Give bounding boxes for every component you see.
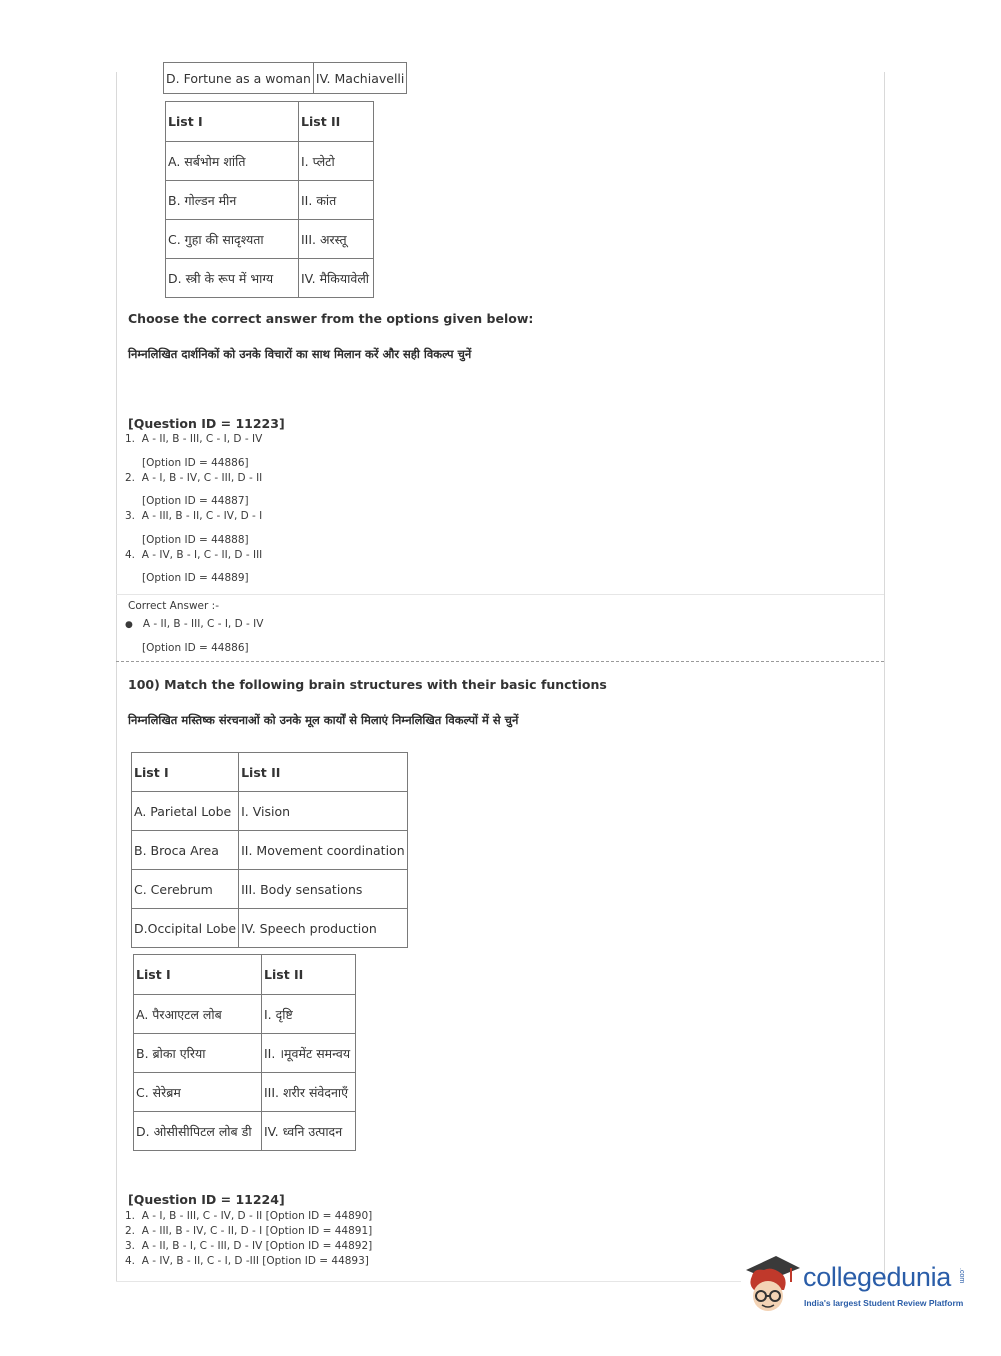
option-item[interactable] bbox=[125, 1225, 372, 1237]
option-item[interactable] bbox=[125, 433, 262, 445]
option-id: [Option ID = 44888] bbox=[142, 534, 249, 546]
q100-question-id: [Question ID = 11224] bbox=[128, 1192, 285, 1207]
question-separator bbox=[116, 661, 884, 662]
table-cell: A. Parietal Lobe bbox=[132, 792, 239, 831]
hindi-match-table-1 bbox=[165, 101, 374, 298]
table-cell: II. कांत bbox=[299, 181, 374, 220]
logo-domain-suffix: .com bbox=[958, 1268, 965, 1284]
collegedunia-logo[interactable] bbox=[742, 1248, 972, 1320]
correct-answer-item bbox=[125, 618, 263, 630]
table-cell: B. Broca Area bbox=[132, 831, 239, 870]
option-text: A - II, B - I, C - III, D - IV [Option ID = 44892] bbox=[141, 1240, 373, 1252]
table-cell: D.Occipital Lobe bbox=[132, 909, 239, 948]
page-border-right bbox=[884, 72, 885, 1282]
table-header: List II bbox=[239, 753, 408, 792]
table-cell: IV. Speech production bbox=[239, 909, 408, 948]
table-cell: II. Movement coordination bbox=[239, 831, 408, 870]
bullet-icon: ● bbox=[125, 620, 133, 630]
logo-wordmark: collegedunia bbox=[803, 1262, 952, 1292]
table-cell: I. दृष्टि bbox=[262, 995, 356, 1034]
q99-instruction: Choose the correct answer from the options given below: bbox=[128, 311, 534, 326]
option-id: [Option ID = 44887] bbox=[142, 495, 249, 507]
table-cell: III. Body sensations bbox=[239, 870, 408, 909]
option-id: [Option ID = 44889] bbox=[142, 572, 249, 584]
table-cell: I. प्लेटो bbox=[299, 142, 374, 181]
option-text: A - III, B - IV, C - II, D - I [Option ID = 44891] bbox=[141, 1225, 373, 1237]
table-cell: II. ।मूवमेंट समन्वय bbox=[262, 1034, 356, 1073]
table-cell: C. गुहा की सादृश्यता bbox=[166, 220, 299, 259]
correct-answer-label: Correct Answer :- bbox=[128, 600, 219, 612]
table-cell: C. सेरेब्रम bbox=[134, 1073, 262, 1112]
q99-question-id: [Question ID = 11223] bbox=[128, 416, 285, 431]
option-text: A - IV, B - II, C - I, D -III [Option ID = 44893] bbox=[141, 1255, 369, 1267]
option-text: A - IV, B - I, C - II, D - III bbox=[141, 549, 263, 561]
q100-hindi-instruction: निम्नलिखित मस्तिष्क संरचनाओं को उनके मूल कार्यों से मिलाएं निम्नलिखित विकल्पों में से चुनें bbox=[128, 713, 519, 727]
top-partial-table bbox=[163, 62, 407, 94]
table-cell: D. ओसीसीपिटल लोब डी bbox=[134, 1112, 262, 1151]
table-cell: D. स्त्री के रूप में भाग्य bbox=[166, 259, 299, 298]
divider bbox=[116, 594, 884, 595]
table-header: List I bbox=[134, 955, 262, 995]
option-item[interactable] bbox=[125, 1210, 372, 1222]
option-item[interactable] bbox=[125, 510, 262, 522]
page-bottom-line bbox=[116, 1281, 741, 1282]
option-number: 1. bbox=[125, 433, 136, 445]
table-cell: D. Fortune as a woman bbox=[164, 63, 314, 94]
option-text: A - II, B - III, C - I, D - IV bbox=[141, 433, 263, 445]
option-text: A - III, B - II, C - IV, D - I bbox=[141, 510, 263, 522]
correct-answer-text: A - II, B - III, C - I, D - IV bbox=[142, 618, 264, 630]
table-cell: IV. Machiavelli bbox=[313, 63, 406, 94]
table-cell: B. गोल्डन मीन bbox=[166, 181, 299, 220]
student-mascot-icon bbox=[742, 1248, 802, 1320]
option-number: 4. bbox=[125, 1255, 136, 1267]
option-text: A - I, B - III, C - IV, D - II [Option ID = 44890] bbox=[141, 1210, 373, 1222]
correct-option-id: [Option ID = 44886] bbox=[142, 642, 249, 654]
table-cell: IV. ध्वनि उत्पादन bbox=[262, 1112, 356, 1151]
table-header: List II bbox=[299, 102, 374, 142]
table-cell: III. शरीर संवेदनाएँ bbox=[262, 1073, 356, 1112]
table-cell: III. अरस्तू bbox=[299, 220, 374, 259]
table-cell: A. सर्बभोम शांति bbox=[166, 142, 299, 181]
table-cell: C. Cerebrum bbox=[132, 870, 239, 909]
option-item[interactable] bbox=[125, 549, 262, 561]
option-item[interactable] bbox=[125, 1255, 369, 1267]
table-header: List I bbox=[132, 753, 239, 792]
option-number: 3. bbox=[125, 1240, 136, 1252]
table-cell: A. पैरआएटल लोब bbox=[134, 995, 262, 1034]
option-text: A - I, B - IV, C - III, D - II bbox=[141, 472, 263, 484]
option-number: 3. bbox=[125, 510, 136, 522]
page-border-left bbox=[116, 72, 117, 1282]
english-match-table bbox=[131, 752, 408, 948]
option-number: 4. bbox=[125, 549, 136, 561]
option-number: 2. bbox=[125, 472, 136, 484]
table-cell: I. Vision bbox=[239, 792, 408, 831]
option-number: 2. bbox=[125, 1225, 136, 1237]
logo-tagline: India's largest Student Review Platform bbox=[804, 1298, 964, 1308]
option-item[interactable] bbox=[125, 1240, 372, 1252]
table-cell: IV. मैकियावेली bbox=[299, 259, 374, 298]
table-cell: B. ब्रोका एरिया bbox=[134, 1034, 262, 1073]
option-id: [Option ID = 44886] bbox=[142, 457, 249, 469]
option-number: 1. bbox=[125, 1210, 136, 1222]
option-item[interactable] bbox=[125, 472, 262, 484]
hindi-match-table-2 bbox=[133, 954, 356, 1151]
q99-hindi-instruction: निम्नलिखित दार्शनिकों को उनके विचारों का साथ मिलान करें और सही विकल्प चुनें bbox=[128, 347, 472, 361]
table-header: List II bbox=[262, 955, 356, 995]
q100-title: 100) Match the following brain structures with their basic functions bbox=[128, 677, 607, 692]
table-header: List I bbox=[166, 102, 299, 142]
